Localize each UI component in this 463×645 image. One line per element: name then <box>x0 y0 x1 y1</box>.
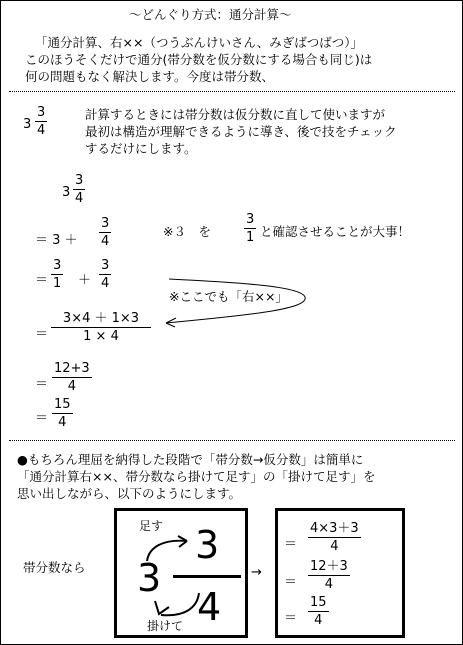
step3-numerator-2: 3 <box>101 258 110 273</box>
step5-equals: ＝ <box>35 377 49 392</box>
note2-text: ※ここでも「右××」 <box>169 289 288 304</box>
summary-line-2: 「通分計算右××、帯分数なら掛けて足す」の「掛けて足す」を <box>17 469 376 484</box>
example-desc-1: 計算するときには帯分数は仮分数に直して使いますが <box>85 107 386 122</box>
big-whole: 3 <box>137 556 162 600</box>
step3-denominator-2: 4 <box>101 276 110 291</box>
intro-line-3: 何の問題もなく解決します。今度は帯分数、 <box>25 69 275 84</box>
result2-numerator: 12＋3 <box>310 559 348 574</box>
result-box <box>275 508 405 638</box>
intro-line-1: 「通分計算、右××（つうぶんけいさん、みぎばつばつ）」 <box>35 35 363 50</box>
divider-top <box>9 91 455 92</box>
result2-denominator: 4 <box>324 577 334 592</box>
example-desc-2: 最初は構造が理解できるように導き、後で技をチェック <box>85 124 397 139</box>
step2-numerator: 3 <box>101 216 110 231</box>
fraction-bar <box>244 228 256 229</box>
example-desc-3: するだけにします。 <box>85 141 197 156</box>
fraction-bar <box>99 232 111 233</box>
multiply-label: 掛けて <box>147 619 184 633</box>
step6-denominator: 4 <box>58 415 67 430</box>
add-arrow-icon <box>141 527 201 567</box>
note1-denominator: 1 <box>246 230 255 245</box>
result2-equals: ＝ <box>284 575 298 590</box>
result1-denominator: 4 <box>330 539 339 554</box>
page-title: ～どんぐり方式：通分計算～ <box>129 7 292 22</box>
step5-fraction <box>52 361 92 394</box>
step1-whole: 3 <box>62 185 71 200</box>
result3-numerator: 15 <box>310 595 327 610</box>
step4-denominator: 1 × 4 <box>83 329 119 344</box>
step4-numerator: 3×4 ＋ 1×3 <box>62 311 140 326</box>
note1-text-a: ※３ を <box>163 224 211 239</box>
result2-fraction <box>308 559 350 592</box>
step2-fraction <box>99 216 111 249</box>
mixed-number-box <box>114 508 248 638</box>
fraction-bar <box>308 537 361 538</box>
fraction-bar <box>52 413 73 414</box>
step3-numerator-1: 3 <box>53 258 62 273</box>
result3-equals: ＝ <box>284 611 298 626</box>
result3-fraction <box>308 595 329 628</box>
big-fraction-bar <box>173 575 241 578</box>
multiply-arrow-icon <box>147 587 207 627</box>
example-denominator: 4 <box>37 123 46 138</box>
step6-equals: ＝ <box>35 411 49 426</box>
note1-fraction <box>244 212 256 245</box>
step4-equals: ＝ <box>35 327 49 342</box>
step3-plus: ＋ <box>78 273 92 288</box>
summary-line-3: 思い出しながら、以下のようにします。 <box>17 486 242 501</box>
fraction-bar <box>51 327 151 328</box>
step1-numerator: 3 <box>75 173 84 188</box>
summary-line-1: ●もちろん理屈を納得した段階で「帯分数→仮分数」は簡単に <box>17 452 364 467</box>
mixed-number-label: 帯分数なら <box>23 560 86 575</box>
step1-denominator: 4 <box>75 191 84 206</box>
fraction-bar <box>35 121 47 122</box>
big-numerator: 3 <box>195 523 220 567</box>
note1-text-b: と確認させることが大事！ <box>260 224 411 239</box>
step3-equals: ＝ <box>35 273 49 288</box>
step6-fraction <box>52 397 73 430</box>
note1-numerator: 3 <box>246 212 255 227</box>
fraction-bar <box>308 575 350 576</box>
step5-numerator: 12+3 <box>54 361 90 376</box>
step2-denominator: 4 <box>101 234 110 249</box>
result1-numerator: 4×3＋3 <box>310 521 359 536</box>
result1-equals: ＝ <box>284 537 298 552</box>
fraction-bar <box>308 611 329 612</box>
intro-line-2: このほうそくだけで通分(帯分数を仮分数にする場合も同じ)は <box>25 52 373 67</box>
right-arrow-icon: → <box>251 565 262 580</box>
result1-fraction <box>308 521 361 554</box>
divider-bottom <box>9 440 455 441</box>
result3-denominator: 4 <box>314 613 323 628</box>
step3-denominator-1: 1 <box>53 276 62 291</box>
fraction-bar <box>73 189 85 190</box>
fraction-bar <box>52 377 92 378</box>
step2-prefix: ＝ 3 ＋ <box>35 233 78 248</box>
step5-denominator: 4 <box>67 379 76 394</box>
step1-fraction <box>73 173 85 206</box>
example-whole: 3 <box>23 117 32 132</box>
big-denominator: 4 <box>197 585 222 629</box>
example-fraction <box>35 105 47 138</box>
step6-numerator: 15 <box>54 397 71 412</box>
step4-fraction <box>51 311 151 344</box>
example-numerator: 3 <box>37 105 46 120</box>
add-label: 足す <box>139 519 164 533</box>
